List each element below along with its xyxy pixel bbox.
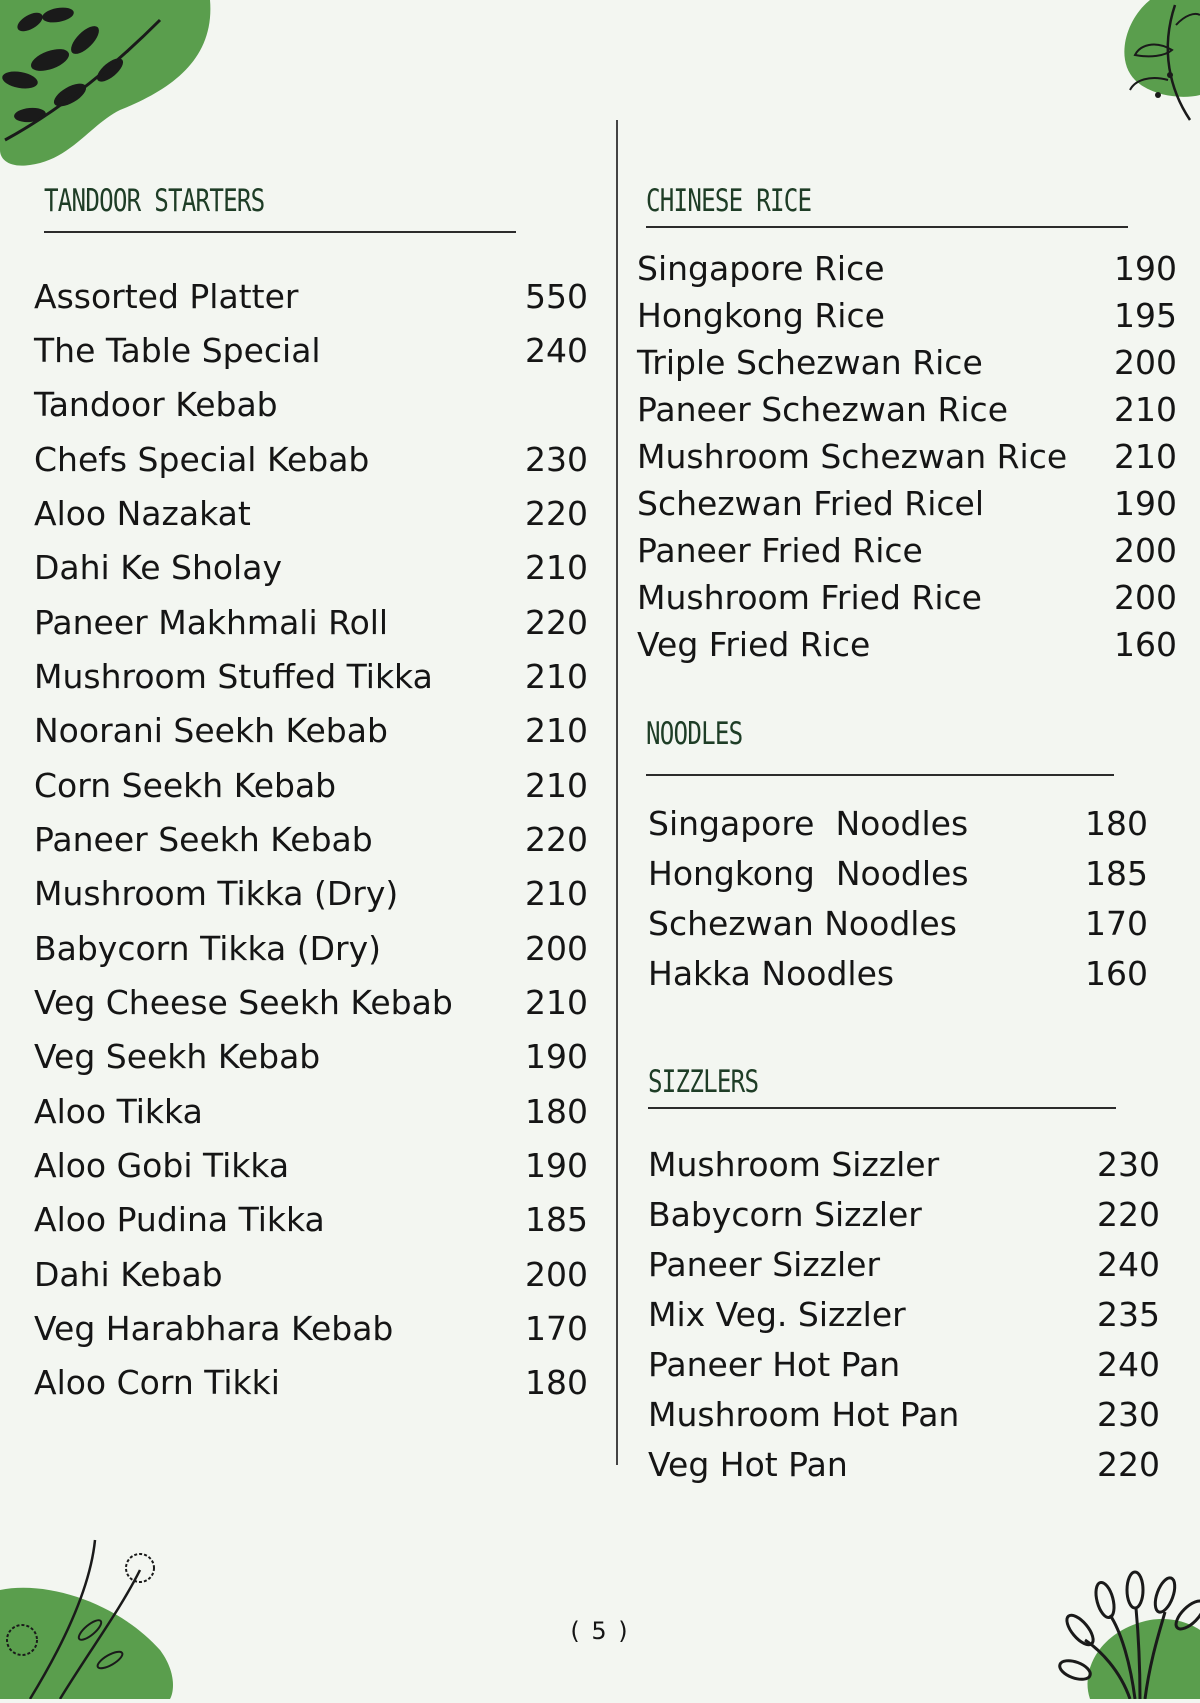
flower-decoration-bottom-left-icon	[0, 1530, 190, 1699]
item-name: Babycorn Tikka (Dry)	[34, 929, 381, 968]
item-name: Paneer Seekh Kebab	[34, 820, 373, 859]
item-price: 210	[525, 766, 588, 805]
page-number: ( 5 )	[570, 1617, 630, 1645]
list-item	[648, 954, 1148, 998]
item-price: 160	[1114, 625, 1177, 664]
item-price: 550	[525, 277, 588, 316]
item-name: Singapore Noodles	[648, 804, 969, 843]
item-name: Triple Schezwan Rice	[637, 343, 983, 382]
list-item	[34, 1309, 588, 1353]
item-price: 200	[1114, 531, 1177, 570]
heading-rule-noodles	[646, 774, 1114, 776]
item-name: Hongkong Rice	[637, 296, 885, 335]
item-name: Aloo Tikka	[34, 1092, 203, 1131]
item-price: 160	[1085, 954, 1148, 993]
item-price: 210	[525, 548, 588, 587]
list-item	[34, 548, 588, 592]
item-price: 210	[525, 711, 588, 750]
item-price: 200	[1114, 578, 1177, 617]
list-item	[34, 331, 588, 375]
item-price: 210	[525, 874, 588, 913]
item-name: Mushroom Schezwan Rice	[637, 437, 1068, 476]
list-item	[34, 1146, 588, 1190]
section-heading-chinese-rice: CHINESE RICE	[646, 183, 812, 219]
item-name: Aloo Pudina Tikka	[34, 1200, 325, 1239]
heading-rule-chinese-rice	[646, 226, 1128, 228]
item-price: 235	[1097, 1295, 1160, 1334]
item-price: 180	[1085, 804, 1148, 843]
list-item	[34, 494, 588, 538]
list-item	[648, 904, 1148, 948]
item-price: 230	[525, 440, 588, 479]
item-name: Mushroom Hot Pan	[648, 1395, 960, 1434]
item-price: 190	[1114, 484, 1177, 523]
item-price: 220	[525, 494, 588, 533]
item-name: Hakka Noodles	[648, 954, 895, 993]
list-item	[34, 440, 588, 484]
item-name: Paneer Schezwan Rice	[637, 390, 1009, 429]
list-item	[637, 390, 1177, 434]
item-name: Dahi Kebab	[34, 1255, 223, 1294]
item-name: Paneer Hot Pan	[648, 1345, 901, 1384]
list-item	[637, 484, 1177, 528]
item-price: 185	[525, 1200, 588, 1239]
list-item	[34, 603, 588, 647]
list-item	[648, 1395, 1160, 1439]
list-item	[34, 1092, 588, 1136]
list-item	[648, 1145, 1160, 1189]
item-price: 230	[1097, 1145, 1160, 1184]
list-item	[34, 385, 588, 429]
item-price: 240	[1097, 1345, 1160, 1384]
item-price: 170	[1085, 904, 1148, 943]
list-item	[648, 854, 1148, 898]
list-item	[34, 1037, 588, 1081]
list-item	[637, 531, 1177, 575]
list-item	[34, 1363, 588, 1407]
item-name: Chefs Special Kebab	[34, 440, 370, 479]
item-price: 210	[1114, 437, 1177, 476]
list-item	[34, 1255, 588, 1299]
item-price: 190	[1114, 249, 1177, 288]
item-price: 200	[525, 929, 588, 968]
item-price: 200	[1114, 343, 1177, 382]
leaf-decoration-top-left-icon	[0, 0, 230, 170]
item-name: Schezwan Noodles	[648, 904, 957, 943]
item-price: 240	[1097, 1245, 1160, 1284]
item-name: Corn Seekh Kebab	[34, 766, 337, 805]
list-item	[34, 1200, 588, 1244]
item-price: 210	[525, 983, 588, 1022]
list-item	[34, 766, 588, 810]
item-name: Mix Veg. Sizzler	[648, 1295, 906, 1334]
item-price: 195	[1114, 296, 1177, 335]
item-name: Veg Hot Pan	[648, 1445, 848, 1484]
item-name: Mushroom Tikka (Dry)	[34, 874, 399, 913]
item-name: Veg Cheese Seekh Kebab	[34, 983, 453, 1022]
column-divider	[616, 120, 618, 1465]
item-name: Schezwan Fried Ricel	[637, 484, 985, 523]
item-price: 200	[525, 1255, 588, 1294]
list-item	[637, 296, 1177, 340]
item-name: Aloo Corn Tikki	[34, 1363, 280, 1402]
heading-rule-tandoor	[44, 231, 516, 233]
item-price: 220	[525, 820, 588, 859]
item-name: Paneer Sizzler	[648, 1245, 881, 1284]
item-price: 180	[525, 1092, 588, 1131]
list-item	[34, 874, 588, 918]
item-name: Paneer Fried Rice	[637, 531, 923, 570]
list-item	[34, 711, 588, 755]
item-price: 220	[1097, 1445, 1160, 1484]
item-price: 170	[525, 1309, 588, 1348]
section-heading-noodles: NOODLES	[646, 716, 743, 752]
item-name: Babycorn Sizzler	[648, 1195, 922, 1234]
list-item	[34, 277, 588, 321]
list-item	[637, 437, 1177, 481]
item-name: Assorted Platter	[34, 277, 299, 316]
item-name: The Table Special	[34, 331, 321, 370]
item-price: 220	[1097, 1195, 1160, 1234]
section-heading-sizzlers: SIZZLERS	[648, 1064, 759, 1100]
section-heading-tandoor-starters: TANDOOR STARTERS	[44, 183, 265, 219]
item-name: Hongkong Noodles	[648, 854, 969, 893]
list-item	[648, 1245, 1160, 1289]
heading-rule-sizzlers	[648, 1107, 1116, 1109]
item-name: Singapore Rice	[637, 249, 885, 288]
item-name: Dahi Ke Sholay	[34, 548, 282, 587]
item-name: Veg Seekh Kebab	[34, 1037, 321, 1076]
item-price: 190	[525, 1146, 588, 1185]
list-item	[637, 578, 1177, 622]
leaf-decoration-top-right-icon	[1110, 0, 1200, 125]
list-item	[34, 929, 588, 973]
item-name: Mushroom Stuffed Tikka	[34, 657, 433, 696]
list-item	[637, 625, 1177, 669]
item-name: Mushroom Sizzler	[648, 1145, 940, 1184]
list-item	[637, 249, 1177, 293]
item-price: 210	[1114, 390, 1177, 429]
item-name: Veg Harabhara Kebab	[34, 1309, 394, 1348]
item-price: 220	[525, 603, 588, 642]
item-name: Tandoor Kebab	[34, 385, 278, 424]
item-name: Noorani Seekh Kebab	[34, 711, 388, 750]
list-item	[34, 820, 588, 864]
item-price: 185	[1085, 854, 1148, 893]
item-price: 240	[525, 331, 588, 370]
list-item	[648, 1445, 1160, 1489]
item-name: Aloo Gobi Tikka	[34, 1146, 290, 1185]
item-name: Aloo Nazakat	[34, 494, 251, 533]
list-item	[648, 1195, 1160, 1239]
item-name: Mushroom Fried Rice	[637, 578, 982, 617]
item-name: Paneer Makhmali Roll	[34, 603, 389, 642]
list-item	[648, 1295, 1160, 1339]
item-price: 180	[525, 1363, 588, 1402]
item-price: 230	[1097, 1395, 1160, 1434]
list-item	[34, 983, 588, 1027]
list-item	[34, 657, 588, 701]
list-item	[648, 1345, 1160, 1389]
item-price: 190	[525, 1037, 588, 1076]
list-item	[648, 804, 1148, 848]
list-item	[637, 343, 1177, 387]
item-name: Veg Fried Rice	[637, 625, 871, 664]
item-price: 210	[525, 657, 588, 696]
